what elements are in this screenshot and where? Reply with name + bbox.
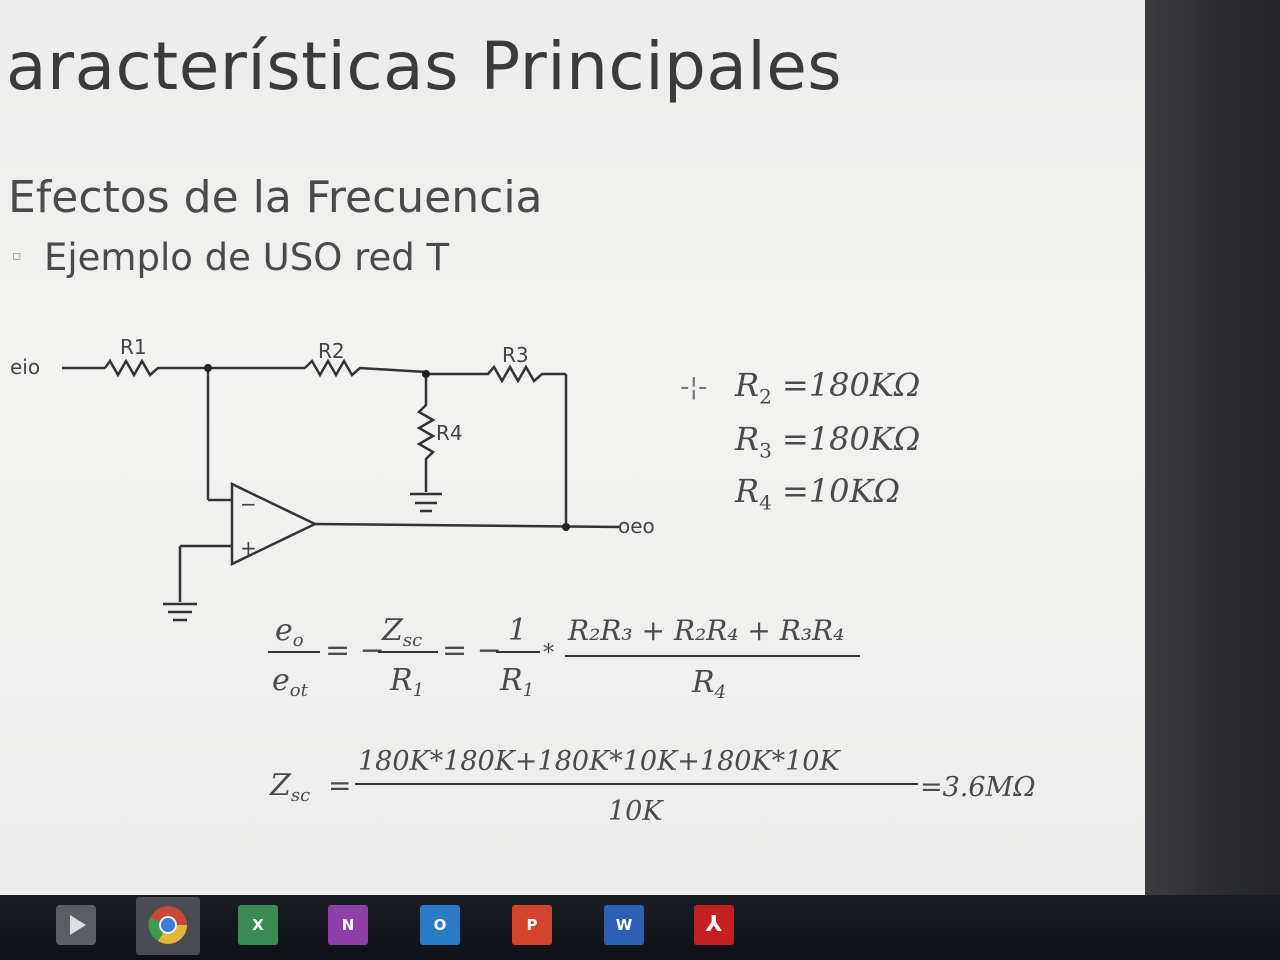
powerpoint-icon: P xyxy=(526,916,538,934)
f1-num2-sub: sc xyxy=(402,630,423,651)
f2-denominator: 10K xyxy=(608,796,663,827)
value-r4: $R_4 =10K\Omega$ xyxy=(735,472,900,515)
svg-text:eo xyxy=(275,613,304,651)
svg-text:eot xyxy=(272,663,309,701)
excel-icon: X xyxy=(252,916,264,934)
input-label: eio xyxy=(10,355,41,379)
chrome-icon xyxy=(130,895,202,960)
outlook-icon: O xyxy=(433,916,447,934)
formula-zsc xyxy=(269,746,1036,827)
output-wire xyxy=(315,524,620,527)
r2-label: R2 xyxy=(318,339,345,363)
r2-resistor xyxy=(305,361,426,375)
f1-num2: Z xyxy=(382,613,403,648)
svg-text:R4 xyxy=(691,665,726,703)
word-icon: W xyxy=(615,916,633,934)
slide-title: aracterísticas Principales xyxy=(6,28,843,105)
f1-num1-sub: o xyxy=(292,630,304,651)
f2-numerator: 180K*180K+180K*10K+180K*10K xyxy=(358,746,840,777)
taskbar-acrobat-button[interactable] xyxy=(694,905,734,945)
taskbar-powerpoint-button[interactable] xyxy=(512,905,552,945)
r3-label: R3 xyxy=(502,343,529,367)
r1-label: R1 xyxy=(120,335,147,359)
f1-eq1: = − xyxy=(325,633,385,668)
onenote-icon: N xyxy=(341,916,355,934)
taskbar-onenote-button[interactable] xyxy=(328,905,368,945)
f1-den4-sub: 4 xyxy=(714,682,727,703)
f2-result: =3.6MΩ xyxy=(920,772,1036,803)
cursor-icon: -¦- xyxy=(680,372,708,402)
taskbar-media-button[interactable] xyxy=(40,895,112,960)
svg-text:R1 xyxy=(389,663,424,701)
f1-den4: R xyxy=(692,665,715,700)
value-r2: $R_2 =180K\Omega$ xyxy=(735,366,921,409)
window-edge xyxy=(1145,0,1280,895)
node-dot xyxy=(422,370,430,378)
slide-subtitle: Efectos de la Frecuencia xyxy=(8,172,543,223)
f1-num1: e xyxy=(275,613,293,648)
svg-text:Zsc xyxy=(381,613,422,651)
f1-times: * xyxy=(543,641,554,666)
acrobat-icon: ⅄ xyxy=(705,912,723,937)
r4-resistor xyxy=(419,374,433,492)
f1-den3: R xyxy=(500,663,523,698)
f2-eq: = xyxy=(328,769,352,802)
f2-lhs: Z xyxy=(270,768,291,803)
formula-transfer xyxy=(268,613,860,703)
value-r3: $R_3 =180K\Omega$ xyxy=(735,420,921,463)
f1-eq2: = − xyxy=(442,633,502,668)
node-dot xyxy=(204,364,212,372)
f1-den1: e xyxy=(272,663,290,698)
f1-den3-sub: 1 xyxy=(522,680,535,701)
taskbar-outlook-button[interactable] xyxy=(420,905,460,945)
bullet-icon: ▫ xyxy=(12,248,22,264)
svg-text:Zsc xyxy=(269,768,310,806)
r1-resistor xyxy=(105,361,208,375)
f2-lhs-sub: sc xyxy=(290,785,311,806)
output-label: oeo xyxy=(618,514,655,538)
r3-resistor xyxy=(426,367,566,381)
f1-num3: 1 xyxy=(508,613,528,648)
bullet-text: Ejemplo de USO red T xyxy=(44,236,450,279)
f1-den2: R xyxy=(390,663,413,698)
f1-den2-sub: 1 xyxy=(412,680,425,701)
play-icon xyxy=(40,895,112,960)
taskbar-chrome-button[interactable] xyxy=(130,895,202,960)
f1-num4: R₂R₃ + R₂R₄ + R₃R₄ xyxy=(568,614,845,647)
opamp-plus: + xyxy=(240,536,257,560)
opamp-minus: − xyxy=(240,492,257,516)
taskbar-word-button[interactable] xyxy=(604,905,644,945)
node-dot xyxy=(562,523,570,531)
f1-den1-sub: ot xyxy=(289,680,308,701)
svg-text:R1 xyxy=(499,663,534,701)
taskbar-excel-button[interactable] xyxy=(238,905,278,945)
r4-label: R4 xyxy=(436,421,463,445)
